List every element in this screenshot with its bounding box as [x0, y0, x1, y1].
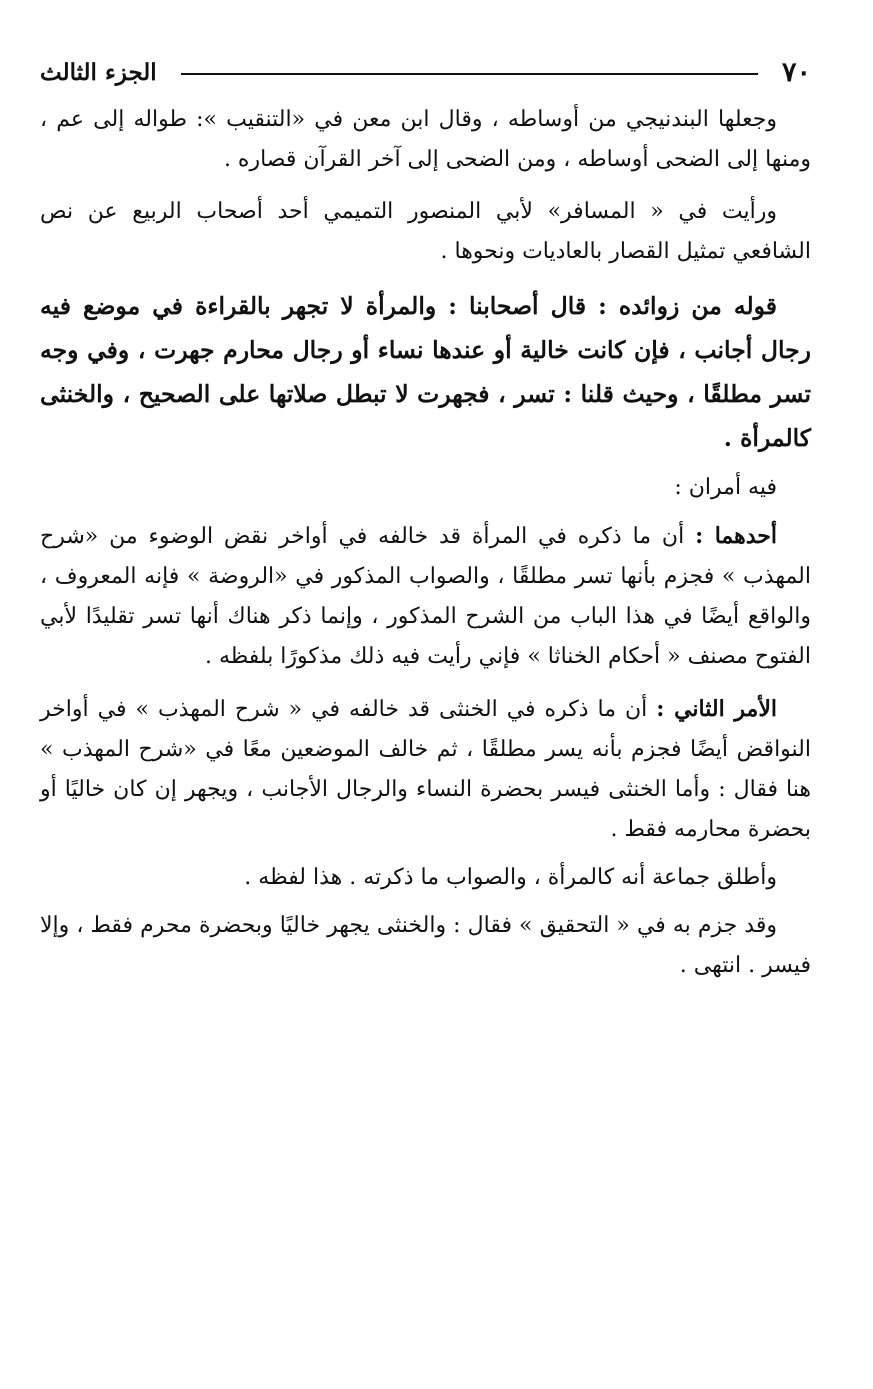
paragraph-6 [40, 689, 811, 850]
paragraph-5-lead: أحدهما : [695, 523, 777, 549]
page-body [40, 100, 811, 986]
paragraph-2: ورأيت في « المسافر» لأبي المنصور التميمي أحد أصحاب الربيع عن نص الشافعي تمثيل القصار بالعاديات ونحوها . [40, 199, 811, 264]
paragraph-5-body: أن ما ذكره في المرأة قد خالفه في أواخر نقض الوضوء من «شرح المهذب » فجزم بأنها تسر مطلقًا ، والصواب المذكور في «الروضة » فإنه المعروف ، والواقع أيضًا في هذا الباب من الشرح المذكور ، وإنما ذكر هناك أنها تسر تقليدًا لأبي الفتوح مصنف « أحكام الخناثا » فإني رأيت فيه ذلك مذكورًا بلفظه . [40, 524, 811, 669]
paragraph-6-lead: الأمر الثاني : [656, 696, 777, 722]
page-number: ٧٠ [781, 56, 811, 88]
running-title: الجزء الثالث [40, 58, 157, 86]
page-header [40, 52, 811, 92]
page [40, 52, 811, 986]
paragraph-4: فيه أمران : [674, 475, 777, 500]
paragraph-7: وأطلق جماعة أنه كالمرأة ، والصواب ما ذكرته . هذا لفظه . [244, 865, 777, 890]
paragraph-6-body: أن ما ذكره في الخنثى قد خالفه في « شرح المهذب » في أواخر النواقض أيضًا فجزم بأنه يسر مطلقًا ، ثم خالف الموضعين معًا في «شرح المهذب » هنا فقال : وأما الخنثى فيسر بحضرة النساء والرجال الأجانب ، ويجهر إن كان خاليًا أو بحضرة محارمه فقط . [40, 697, 811, 842]
paragraph-1: وجعلها البندنيجي من أوساطه ، وقال ابن معن في «التنقيب »: طواله إلى عم ، ومنها إلى الضحى أوساطه ، ومن الضحى إلى آخر القرآن قصاره . [40, 107, 811, 172]
paragraph-8: وقد جزم به في « التحقيق » فقال : والخنثى يجهر خاليًا وبحضرة محرم فقط ، وإلا فيسر . انتهى . [40, 913, 811, 978]
paragraph-5 [40, 516, 811, 677]
header-rule [181, 73, 758, 75]
paragraph-3-quoted-text: قوله من زوائده : قال أصحابنا : والمرأة لا تجهر بالقراءة في موضع فيه رجال أجانب ، فإن كانت خالية أو عندها نساء أو رجال محارم جهرت ، وفي وجه تسر مطلقًا ، وحيث قلنا : تسر ، فجهرت لا تبطل صلاتها على الصحيح ، والخنثى كالمرأة . [40, 292, 811, 452]
